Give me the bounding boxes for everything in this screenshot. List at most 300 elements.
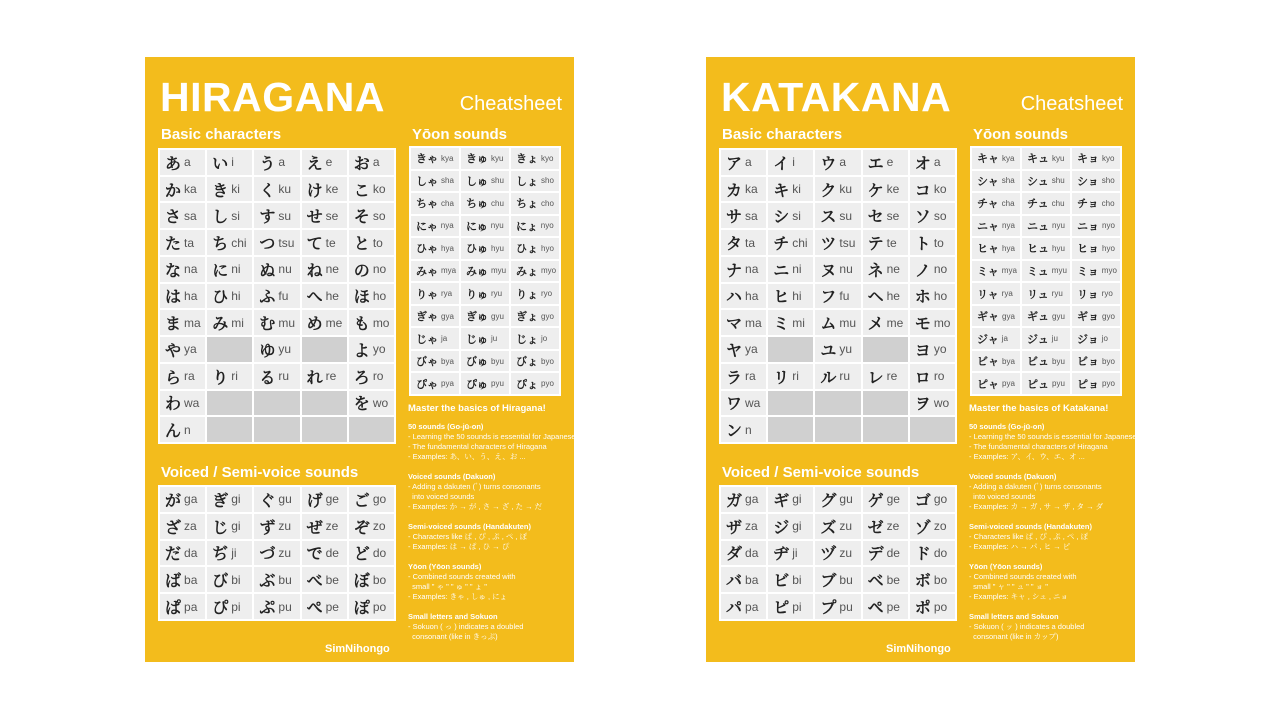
romaji-label: ja [1001,334,1009,344]
kana-character: チョ [1077,197,1099,211]
kana-cell [461,306,509,327]
kana-character: ト [914,234,931,254]
kana-character: ゴ [914,490,931,510]
romaji-label: mya [441,266,457,276]
romaji-label: a [184,155,191,170]
kana-cell [721,150,766,175]
kana-character: シュ [1027,174,1049,188]
kana-cell [302,230,347,255]
kana-cell [349,230,394,255]
kana-cell [768,257,813,282]
kana-character: びゅ [466,355,488,369]
kana-character: みょ [516,264,538,278]
romaji-label: su [839,208,853,223]
romaji-label: de [325,545,339,560]
kana-character: チュ [1027,197,1049,211]
kana-character: め [306,314,323,334]
romaji-label: myo [541,266,557,276]
romaji-label: ma [745,315,762,330]
romaji-label: bi [792,572,802,587]
romaji-label: cho [1101,198,1115,208]
empty-cell [768,337,813,362]
romaji-label: ma [184,315,201,330]
romaji-label: zo [933,519,947,534]
kana-character: ゼ [867,517,884,537]
romaji-label: n [184,422,191,437]
romaji-label: ko [933,182,947,197]
romaji-label: n [745,422,752,437]
yoon-sounds-heading: Yōon sounds [412,126,507,143]
kana-character: ざ [165,517,182,537]
kana-character: ニャ [977,219,999,233]
romaji-label: nya [1002,221,1015,231]
kana-character: じゅ [466,332,488,346]
kana-character: ユ [820,340,837,360]
kana-cell [160,391,205,416]
romaji-label: he [325,288,339,303]
kana-cell [511,261,559,282]
romaji-label: pu [839,599,853,614]
romaji-label: pa [184,599,198,614]
kana-character: レ [867,367,884,387]
kana-character: よ [353,340,370,360]
kana-cell [768,177,813,202]
kana-cell [721,594,766,619]
basic-characters-heading: Basic characters [722,126,843,143]
kana-character: ご [353,490,370,510]
kana-cell [815,284,860,309]
romaji-label: da [745,545,759,560]
kana-character: ぜ [306,517,323,537]
kana-character: シ [773,207,790,227]
romaji-label: ja [441,334,448,344]
kana-character: る [259,367,276,387]
basic-characters-table [719,148,957,444]
kana-character: に [212,260,229,280]
kana-cell [461,171,509,192]
kana-character: チ [773,234,790,254]
empty-cell [254,417,299,442]
kana-cell [1072,261,1120,282]
kana-character: ン [726,421,743,441]
note-section [408,562,572,602]
note-line: - Examples: きゃ , しゅ , にょ [408,592,508,601]
kana-character: え [306,153,323,173]
kana-character: ず [259,517,276,537]
romaji-label: ra [184,369,195,384]
romaji-label: kyu [1052,153,1065,163]
kana-character: せ [306,207,323,227]
kana-character: ね [306,260,323,280]
kana-character: り [212,367,229,387]
kana-character: メ [867,314,884,334]
note-line: - The fundamental characters of Hiragana [969,442,1108,451]
kana-cell [1072,328,1120,349]
note-line: - Examples: ア、イ、ウ、エ、オ ... [969,452,1085,461]
kana-cell [511,283,559,304]
kana-character: ひょ [516,242,538,256]
kana-character: ル [820,367,837,387]
romaji-label: mi [231,315,244,330]
kana-cell [721,337,766,362]
voiced-sounds-table [158,485,396,621]
romaji-label: ju [1051,334,1059,344]
note-title: Semi-voiced sounds (Handakuten) [969,522,1092,531]
romaji-label: zu [839,545,853,560]
kana-character: ほ [353,287,370,307]
kana-cell [160,364,205,389]
romaji-label: shu [491,176,504,186]
romaji-label: a [278,155,286,170]
romaji-label: na [184,262,198,277]
poster-title: KATAKANA [721,74,952,120]
romaji-label: ha [745,288,759,303]
kana-character: ギャ [977,310,999,324]
kana-character: そ [353,207,370,227]
romaji-label: do [372,545,387,560]
kana-cell [863,203,908,228]
romaji-label: zo [372,519,386,534]
kana-cell [160,284,205,309]
kana-character: カ [726,180,743,200]
kana-character: や [165,340,182,360]
kana-character: の [353,260,370,280]
romaji-label: hyo [1102,243,1115,253]
romaji-label: chi [792,235,808,250]
note-line: - Sokuon ( っ ) indicates a doubled [408,622,524,631]
kana-character: だ [165,544,182,564]
kana-cell [461,351,509,372]
romaji-label: kya [441,153,454,163]
romaji-label: ne [325,262,339,277]
romaji-label: i [792,155,795,170]
kana-cell [254,594,299,619]
note-title: Small letters and Sokuon [969,612,1059,621]
kana-cell [461,148,509,169]
kana-character: びゃ [416,355,438,369]
kana-character: ジョ [1077,332,1099,346]
kana-character: パ [726,598,743,618]
kana-cell [863,514,908,539]
kana-cell [160,594,205,619]
notes-heading: Master the basics of Katakana! [969,403,1109,414]
kana-cell [160,150,205,175]
kana-cell [1022,171,1070,192]
kana-character: じょ [516,332,538,346]
kana-cell [863,541,908,566]
kana-cell [972,306,1020,327]
kana-cell [910,567,955,592]
kana-character: ギ [773,490,790,510]
romaji-label: pyo [541,379,554,389]
kana-character: ホ [914,287,931,307]
kana-cell [721,230,766,255]
kana-cell [768,203,813,228]
hiragana-cheatsheet-poster [145,57,578,662]
kana-character: ウ [820,153,837,173]
kana-character: ダ [726,544,743,564]
kana-cell [863,310,908,335]
kana-character: づ [259,544,276,564]
kana-cell [910,257,955,282]
romaji-label: no [372,262,387,277]
kana-character: ギョ [1077,310,1099,324]
kana-character: みゅ [466,264,488,278]
kana-character: りゅ [466,287,488,301]
kana-cell [511,306,559,327]
romaji-label: hyu [1052,243,1065,253]
kana-cell [768,364,813,389]
romaji-label: gi [231,519,241,534]
kana-character: ミ [773,314,790,334]
kana-cell [815,337,860,362]
kana-character: ビュ [1027,355,1049,369]
kana-character: じゃ [416,332,438,346]
kana-character: こ [353,180,370,200]
empty-cell [768,417,813,442]
kana-character: は [165,287,182,307]
kana-cell [1022,283,1070,304]
kana-cell [972,328,1020,349]
kana-character: にょ [516,219,538,233]
kana-character: サ [726,207,743,227]
romaji-label: so [933,208,947,223]
kana-character: ん [165,421,182,441]
kana-cell [721,541,766,566]
yoon-sounds-table [970,146,1122,396]
note-title: Voiced sounds (Dakuon) [969,472,1057,481]
romaji-label: bya [1002,356,1015,366]
kana-character: ヤ [726,340,743,360]
kana-cell [254,364,299,389]
kana-character: キ [773,180,790,200]
note-line: - The fundamental characters of Hiragana [408,442,547,451]
kana-cell [863,567,908,592]
romaji-label: bu [278,572,292,587]
romaji-label: ho [372,288,387,303]
kana-cell [910,310,955,335]
note-line: - Examples: は → ぱ , ひ → ぴ [408,542,510,551]
romaji-label: pya [441,379,454,389]
romaji-label: me [886,315,904,330]
romaji-label: fu [839,288,850,303]
kana-character: びょ [516,355,538,369]
note-line: - Examples: ハ → パ , ヒ → ピ [969,542,1071,551]
kana-cell [972,171,1020,192]
kana-character: ピョ [1077,377,1099,391]
kana-cell [302,487,347,512]
note-line: into voiced sounds [408,492,475,501]
kana-character: ソ [914,207,931,227]
kana-cell [721,487,766,512]
kana-character: ろ [353,367,370,387]
kana-cell [1022,148,1070,169]
kana-cell [254,257,299,282]
kana-cell [349,150,394,175]
kana-cell [349,203,394,228]
note-title: 50 sounds (Go-jū-on) [408,422,484,431]
romaji-label: bya [441,356,454,366]
romaji-label: me [325,315,343,330]
kana-cell [815,230,860,255]
poster-subtitle: Cheatsheet [1020,93,1123,115]
kana-character: ボ [914,571,931,591]
kana-character: ぬ [259,260,276,280]
romaji-label: chi [231,235,247,250]
kana-cell [721,391,766,416]
kana-character: ひ [212,287,229,307]
kana-cell [302,284,347,309]
empty-cell [207,391,252,416]
kana-character: ペ [867,598,884,618]
kana-character: ショ [1077,174,1099,188]
kana-character: ヲ [914,394,931,414]
kana-cell [768,150,813,175]
romaji-label: gyu [1052,311,1065,321]
romaji-label: bi [231,572,241,587]
kana-character: ぎ [212,490,229,510]
kana-character: し [212,207,229,227]
kana-cell [207,284,252,309]
kana-cell [160,257,205,282]
kana-cell [863,230,908,255]
kana-cell [461,216,509,237]
romaji-label: ryo [1101,289,1113,299]
empty-cell [815,417,860,442]
kana-cell [207,150,252,175]
kana-character: テ [867,234,884,254]
kana-cell [815,594,860,619]
romaji-label: pyu [491,379,504,389]
kana-cell [302,257,347,282]
romaji-label: po [372,599,387,614]
romaji-label: ko [372,182,386,197]
kana-cell [721,203,766,228]
kana-character: プ [820,598,837,618]
kana-cell [254,203,299,228]
romaji-label: ru [839,369,851,384]
kana-cell [815,150,860,175]
note-title: Voiced sounds (Dakuon) [408,472,496,481]
romaji-label: nu [278,262,292,277]
empty-cell [863,391,908,416]
kana-cell [910,337,955,362]
kana-cell [863,257,908,282]
romaji-label: ge [325,492,339,507]
kana-cell [910,487,955,512]
note-line: consonant (like in カップ) [969,632,1059,641]
romaji-label: jo [1101,334,1109,344]
kana-character: ケ [867,180,884,200]
romaji-label: a [372,155,380,170]
kana-character: と [353,234,370,254]
kana-character: き [212,180,229,200]
romaji-label: ge [886,492,900,507]
kana-character: ぎゅ [466,310,488,324]
kana-cell [349,487,394,512]
kana-character: コ [914,180,931,200]
kana-character: ど [353,544,370,564]
kana-character: ぎゃ [416,310,438,324]
kana-cell [207,230,252,255]
kana-character: ヒャ [977,242,999,256]
kana-cell [411,261,459,282]
empty-cell [910,417,955,442]
kana-character: にゃ [416,219,438,233]
note-title: Small letters and Sokuon [408,612,498,621]
note-line: - Learning the 50 sounds is essential for Japanese. [969,432,1139,441]
kana-cell [910,541,955,566]
kana-character: ゲ [867,490,884,510]
note-section [969,522,1133,552]
romaji-label: cho [541,198,554,208]
kana-character: ら [165,367,182,387]
romaji-label: gu [839,492,853,507]
romaji-label: bu [839,572,853,587]
romaji-label: mi [792,315,805,330]
romaji-label: ka [184,182,197,197]
romaji-label: a [745,155,752,170]
kana-cell [160,514,205,539]
romaji-label: mo [933,315,951,330]
kana-cell [302,594,347,619]
romaji-label: cha [441,198,454,208]
note-line: - Examples: あ、い、う、え、お ... [408,452,526,461]
kana-cell [160,203,205,228]
kana-character: ヂ [773,544,790,564]
romaji-label: ga [745,492,759,507]
kana-cell [815,364,860,389]
kana-cell [207,310,252,335]
kana-character: へ [306,287,323,307]
kana-character: ヘ [867,287,884,307]
empty-cell [863,337,908,362]
romaji-label: hi [792,288,802,303]
romaji-label: te [886,235,897,250]
brand-logo-text: SimNihongo [886,643,951,655]
romaji-label: pi [231,599,241,614]
note-line: - Sokuon ( ッ ) indicates a doubled [969,622,1085,631]
romaji-label: nyu [490,221,504,231]
kana-character: ヨ [914,340,931,360]
kana-cell [160,487,205,512]
kana-character: キャ [977,152,999,166]
kana-cell [910,230,955,255]
romaji-label: tsu [839,235,856,250]
romaji-label: hya [441,243,454,253]
romaji-label: ku [839,182,853,197]
kana-character: マ [726,314,743,334]
kana-cell [972,238,1020,259]
kana-cell [721,364,766,389]
kana-cell [768,310,813,335]
note-title: Yōon (Yōon sounds) [408,562,482,571]
kana-character: ポ [914,598,931,618]
romaji-label: myu [491,266,507,276]
romaji-label: sha [1001,176,1015,186]
romaji-label: ta [184,235,195,250]
romaji-label: pu [278,599,292,614]
romaji-label: su [278,208,292,223]
kana-character: ミャ [977,264,999,278]
kana-cell [160,417,205,442]
kana-cell [815,310,860,335]
romaji-label: ru [278,369,290,384]
kana-cell [160,337,205,362]
kana-character: ち [212,234,229,254]
romaji-label: ri [231,369,238,384]
romaji-label: nu [839,262,853,277]
